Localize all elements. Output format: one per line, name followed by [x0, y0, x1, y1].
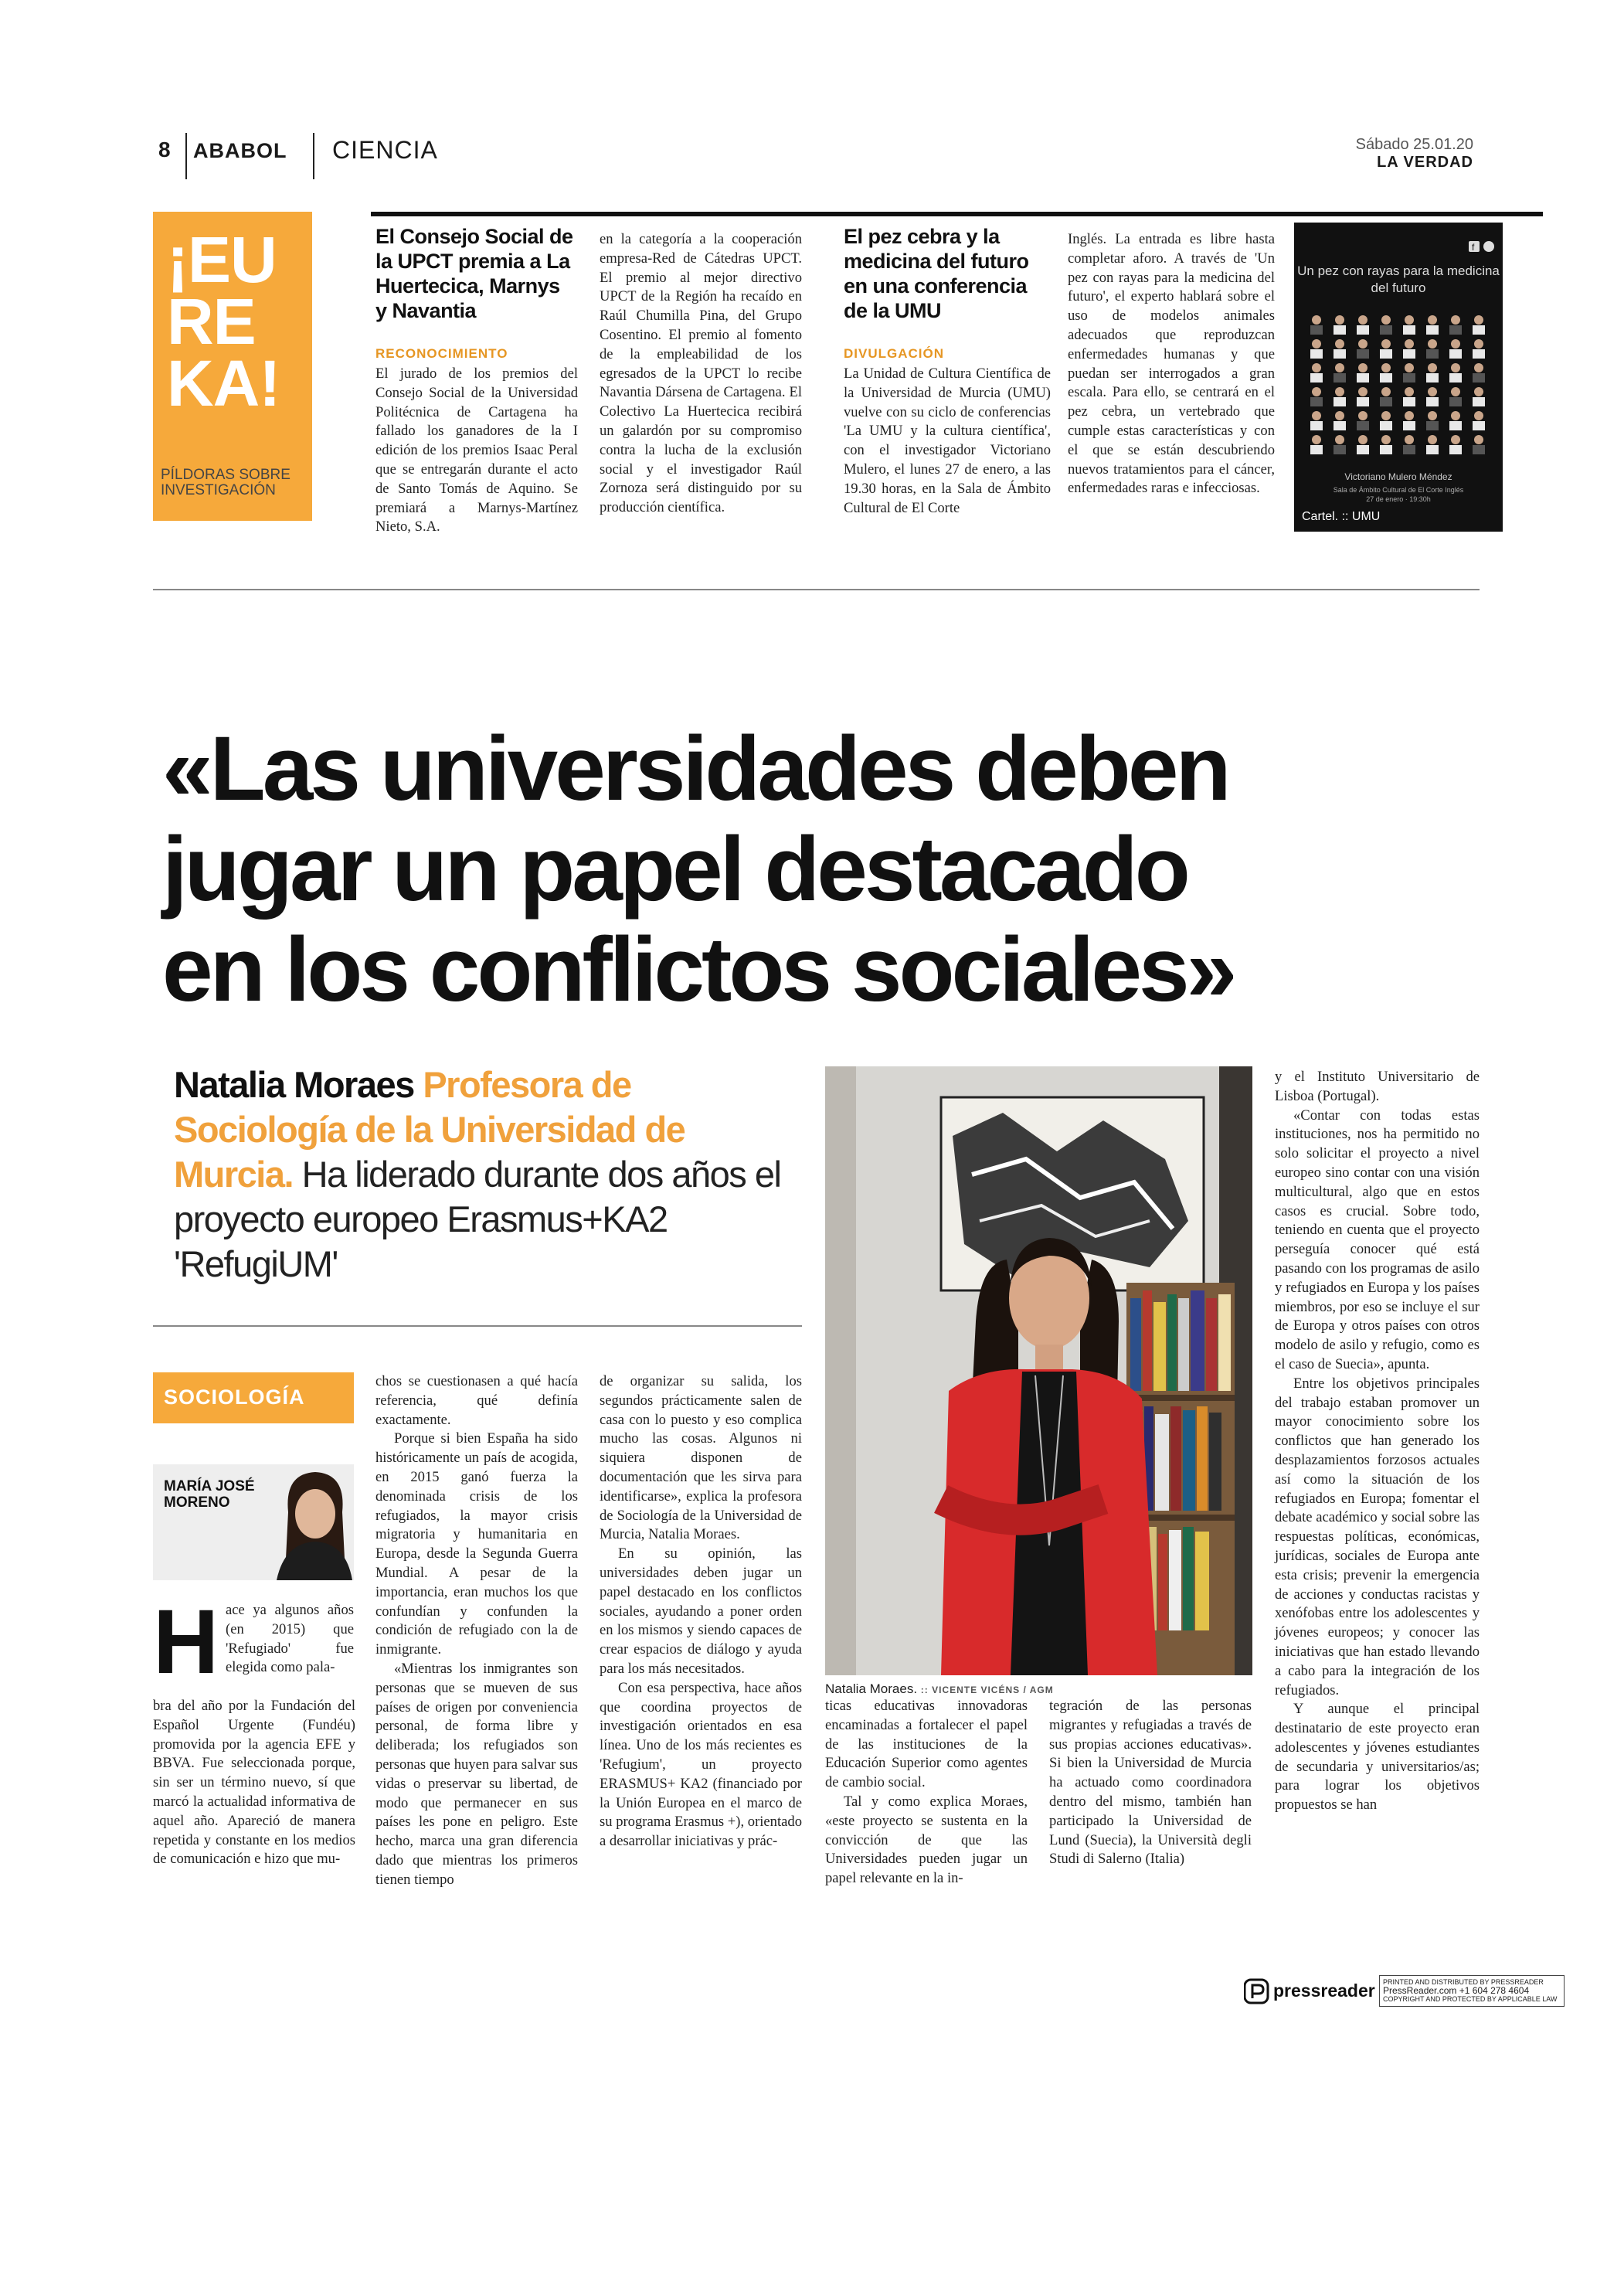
eureka-subtitle: PÍLDORAS SOBRE INVESTIGACIÓN	[161, 467, 290, 498]
paragraph: Y aunque el principal destinatario de este proyecto eran adolescentes y jóvenes estudiantes de secundaria y universitarios/as; para lograr los objetivos propuestos se han	[1275, 1701, 1480, 1814]
poster-portrait	[1449, 387, 1462, 406]
poster-portrait	[1426, 387, 1439, 406]
header-divider	[313, 133, 314, 179]
poster-portrait	[1334, 363, 1346, 382]
poster-portrait	[1310, 387, 1323, 406]
eureka-logo	[167, 223, 314, 420]
event-poster	[1294, 223, 1503, 532]
paragraph: Con esa perspectiva, hace años que coordina proyectos de investigación orientados en esa línea. Uno de los más recientes es 'Refugium', un proyecto ERASMUS+ KA2 (financiado por la Unión Europea en el marco de su programa Erasmus +), orientado a desarrollar iniciativas y prác-	[600, 1679, 802, 1850]
section-tag-label: SOCIOLOGÍA	[164, 1386, 305, 1409]
poster-portrait	[1403, 363, 1415, 382]
author-box	[153, 1464, 354, 1580]
poster-portrait	[1334, 435, 1346, 454]
poster-portrait	[1473, 315, 1485, 335]
poster-portrait	[1473, 387, 1485, 406]
poster-portrait	[1310, 435, 1323, 454]
poster-portrait	[1310, 339, 1323, 359]
pressreader-line: PressReader.com +1 604 278 4604	[1383, 1985, 1530, 1996]
poster-portrait	[1334, 411, 1346, 430]
author-name: MARÍA JOSÉ MORENO	[164, 1478, 255, 1511]
poster-portrait	[1426, 435, 1439, 454]
paragraph: «Contar con todas estas instituciones, nos ha permitido no solo solicitar el proyecto a nivel europeo sino contar con una visión multicultural, algo que en estos casos es crucial. Sobre todo, teniendo en cuenta que el proyecto perseguía conocer qué está pasando con los programas de asilo y refugiados en Europa y los países miembros, por eso se incluye el sur de Europa y otros países con otros modelo de asilo y refugio, como es el caso de Suecia», apunta.	[1275, 1107, 1480, 1372]
section-rule	[153, 589, 1480, 590]
paragraph: de organizar su salida, los segundos prácticamente salen de casa con lo puesto y eso complica mucho las cosas. Algunos ni siquiera disponen de documentación que les sirva para identificarse», explica la profesora de Sociología de la Universidad de Murcia, Natalia Moraes.	[600, 1373, 802, 1543]
pressreader-wordmark: pressreader	[1273, 1980, 1375, 2001]
brief2-tag: DIVULGACIÓN	[844, 346, 944, 361]
photo-caption	[825, 1681, 1054, 1697]
subhead-rule	[153, 1325, 802, 1327]
brief1-title: El Consejo Social de la UPCT premia a La Huertecica, Marnys y Navantia	[375, 225, 573, 322]
poster-portrait	[1357, 363, 1369, 382]
poster-portrait	[1473, 363, 1485, 382]
brief2-col2: Inglés. La entrada es libre hasta completar aforo. A través de 'Un pez con rayas para la medicina del futuro', el experto hablará sobre el uso de modelos animales adecuados que reproduzcan enfermedades humanas y que puedan ser interrogados a gran escala. Para ello, se centrará en el pez cebra, un vertebrado que cumple estas características y con el que se están descubriendo nuevos tratamientos para el cáncer, enfermedades raras e infecciosas.	[1068, 231, 1275, 497]
poster-portrait	[1426, 315, 1439, 335]
poster-portrait	[1403, 339, 1415, 359]
poster-portrait	[1380, 339, 1392, 359]
author-avatar	[269, 1466, 354, 1580]
eureka-line: KA!	[167, 347, 280, 420]
poster-portrait	[1403, 387, 1415, 406]
poster-title: Un pez con rayas para la medicina del futuro	[1297, 264, 1500, 295]
paragraph: chos se cuestionasen a qué hacía referencia, qué definía exactamente.	[375, 1373, 578, 1428]
poster-portrait	[1357, 435, 1369, 454]
paragraph: «Mientras los inmigrantes son personas que se mueven de sus países de origen por conveniencia personal, de forma libre y deliberada; los refugiados son personas que huyen para salvar sus vidas o preservar su libertad, de modo que permanecer en sus países les pone en peligro. Este hecho, marca una gran diferencia dado que mientras los primeros tienen tiempo	[375, 1660, 578, 1888]
body-col3	[600, 1372, 802, 1851]
header-date: Sábado 25.01.20	[1355, 136, 1473, 153]
poster-portrait	[1380, 363, 1392, 382]
poster-speaker: Victoriano Mulero Méndez	[1344, 471, 1452, 482]
poster-portrait	[1357, 387, 1369, 406]
poster-portrait	[1403, 435, 1415, 454]
photo-credit: :: VICENTE VICÉNS / AGM	[920, 1685, 1054, 1695]
paragraph: Porque si bien España ha sido históricamente un país de acogida, en 2015 ganó fuerza la denominada crisis de los refugiados, la mayor crisis migratoria y humanitaria en Europa, desde la Segunda Guerra Mundial. A pesar de la importancia, eran muchos los que confundían y confunden la condición de refugiado con la de inmigrante.	[375, 1430, 578, 1658]
article-headline	[162, 719, 1321, 1020]
poster-portrait	[1449, 435, 1462, 454]
byline-description: Ha liderado durante dos años el proyecto europeo Erasmus+KA2 'RefugiUM'	[174, 1154, 781, 1284]
twitter-icon	[1483, 241, 1494, 252]
poster-portrait	[1334, 387, 1346, 406]
paragraph: tegración de las personas migrantes y refugiadas a través de sus propias acciones educativas». Si bien la Universidad de Murcia ha actuado como coordinadora dentro del mismo, también han participado la Universidad de Lund (Suecia), la Università degli Studi di Salerno (Italia)	[1049, 1698, 1252, 1868]
paragraph: ticas educativas innovadoras encaminadas a fortalecer el papel de las instituciones de la Educación Superior como agentes de cambio social.	[825, 1698, 1028, 1791]
article-subhead	[174, 1062, 800, 1287]
section-tag	[153, 1372, 354, 1423]
body-col5	[1049, 1697, 1252, 1869]
poster-venue-block	[1294, 485, 1503, 504]
paragraph: En su opinión, las universidades deben jugar un papel destacado en los conflictos sociales, ayudando a poner orden en los mismos y siendo capaces de crear espacios de diálogo y ayuda para los más necesitados.	[600, 1545, 802, 1677]
body-col1-lead: ace ya algunos años (en 2015) que 'Refugiado' fue elegida como pala-	[226, 1602, 354, 1676]
brief1-tag: RECONOCIMIENTO	[375, 346, 508, 361]
header-date-block	[1356, 136, 1473, 172]
byline-role: Profesora de Sociología de la Universidad de Murcia.	[174, 1064, 685, 1195]
poster-portrait	[1357, 411, 1369, 430]
pressreader-notice	[1379, 1975, 1565, 2007]
poster-portrait	[1334, 339, 1346, 359]
pressreader-logo	[1244, 1977, 1375, 2011]
poster-portrait	[1310, 411, 1323, 430]
svg-text:f: f	[1472, 242, 1475, 253]
poster-portrait	[1426, 363, 1439, 382]
section-secondary: CIENCIA	[332, 136, 438, 164]
facebook-icon	[1469, 241, 1480, 253]
paragraph: Entre los objetivos principales del trabajo estaban promover un mayor conocimiento sobre los conflictos que han generado los desplazamientos forzosos actuales así como la situación de los refugiados en Europa; fomentar el debate académico y social sobre las respuestas políticas, económicas, jurídicas, sociales de Europa ante esta crisis; prevenir la emergencia de acciones y conductas racistas y xenófobas entre los adolescentes y jóvenes europeos; y conocer las iniciativas que han estado llevando a cabo para la integración de los refugiados.	[1275, 1375, 1480, 1698]
poster-portrait	[1380, 387, 1392, 406]
article-photo	[825, 1066, 1252, 1675]
poster-caption: Cartel. :: UMU	[1302, 510, 1381, 523]
photo-caption-text: Natalia Moraes.	[825, 1681, 918, 1696]
social-icons	[1469, 230, 1497, 257]
byline-name: Natalia Moraes	[174, 1064, 414, 1105]
headline-line: jugar un papel destacado	[162, 818, 1187, 920]
section-primary: ABABOL	[193, 139, 287, 162]
paragraph: y el Instituto Universitario de Lisboa (Portugal).	[1275, 1069, 1480, 1104]
poster-portrait	[1426, 339, 1439, 359]
page-number: 8	[158, 138, 171, 162]
poster-date: 27 de enero · 19:30h	[1366, 495, 1431, 503]
poster-portrait	[1449, 411, 1462, 430]
poster-portrait	[1449, 315, 1462, 335]
poster-portrait	[1380, 315, 1392, 335]
poster-portrait	[1426, 411, 1439, 430]
poster-portrait	[1403, 411, 1415, 430]
poster-portrait	[1357, 339, 1369, 359]
poster-portrait	[1334, 315, 1346, 335]
pressreader-line: PRINTED AND DISTRIBUTED BY PRESSREADER	[1383, 1978, 1544, 1986]
poster-portrait	[1449, 363, 1462, 382]
body-col1: bra del año por la Fundación del Español Urgente (Fundéu) promovida por la agencia EFE y BBVA. Fue seleccionada porque, sin ser un término nuevo, sí que marcó la actualidad informativa de aquel año. Apareció de manera repetida y constante en los medios de comunicación e hizo que mu-	[153, 1698, 355, 1868]
poster-portrait	[1380, 435, 1392, 454]
body-col2	[375, 1372, 578, 1890]
brief1-col1: El jurado de los premios del Consejo Social de la Universidad Politécnica de Cartagena ha fallado los ganadores de la I edición de los premios Isaac Peral que se entregarán durante el acto de Santo Tomás de Aquino. Se premiará a Marnys-Martínez Nieto, S.A.	[375, 366, 578, 536]
paragraph: Tal y como explica Moraes, «este proyecto se sustenta en la convicción de que las Universidades pueden jugar un papel relevante en la in-	[825, 1793, 1028, 1887]
poster-venue: Sala de Ámbito Cultural de El Corte Inglés	[1333, 486, 1464, 494]
poster-portrait	[1357, 315, 1369, 335]
poster-portrait	[1449, 339, 1462, 359]
brief2-title: El pez cebra y la medicina del futuro en una conferencia de la UMU	[844, 225, 1029, 322]
poster-portrait	[1473, 339, 1485, 359]
pressreader-line: COPYRIGHT AND PROTECTED BY APPLICABLE LAW	[1383, 1995, 1558, 2003]
brief1-col2: en la categoría a la cooperación empresa-Red de Cátedras UPCT. El premio al mejor directivo UPCT de la Región ha recaído en Raúl Chumilla Pina, del Grupo Cosentino. El premio al fomento de la empleabilidad de los egresados de la UPCT lo recibe Navantia Dársena de Cartagena. El Colectivo La Huertecica recibirá un galardón por su compromiso contra la lucha de la exclusión social y el investigador Raúl Zornoza será distinguido por su producción científica.	[600, 231, 802, 516]
headline-line: en los conflictos sociales»	[162, 919, 1235, 1021]
poster-portrait	[1310, 363, 1323, 382]
poster-portrait	[1403, 315, 1415, 335]
poster-portrait	[1473, 411, 1485, 430]
eureka-line: ¡EU	[167, 223, 277, 296]
poster-photo-grid	[1305, 311, 1492, 458]
headline-line: «Las universidades deben	[162, 718, 1228, 820]
top-rule	[371, 212, 1543, 216]
publication-name: LA VERDAD	[1377, 154, 1473, 171]
poster-portrait	[1380, 411, 1392, 430]
body-col4	[825, 1697, 1028, 1889]
eureka-line: RE	[167, 285, 256, 358]
poster-portrait	[1473, 435, 1485, 454]
brief2-col1: La Unidad de Cultura Científica de la Universidad de Murcia (UMU) vuelve con su ciclo de conferencias 'La UMU y la cultura científica', con el investigador Victoriano Mulero, el lunes 27 de enero, a las 19.30 horas, en la Sala de Ámbito Cultural de El Corte	[844, 366, 1051, 516]
header-divider	[185, 133, 187, 179]
poster-portrait	[1310, 315, 1323, 335]
body-col6	[1275, 1068, 1480, 1815]
drop-cap: H	[153, 1591, 219, 1693]
